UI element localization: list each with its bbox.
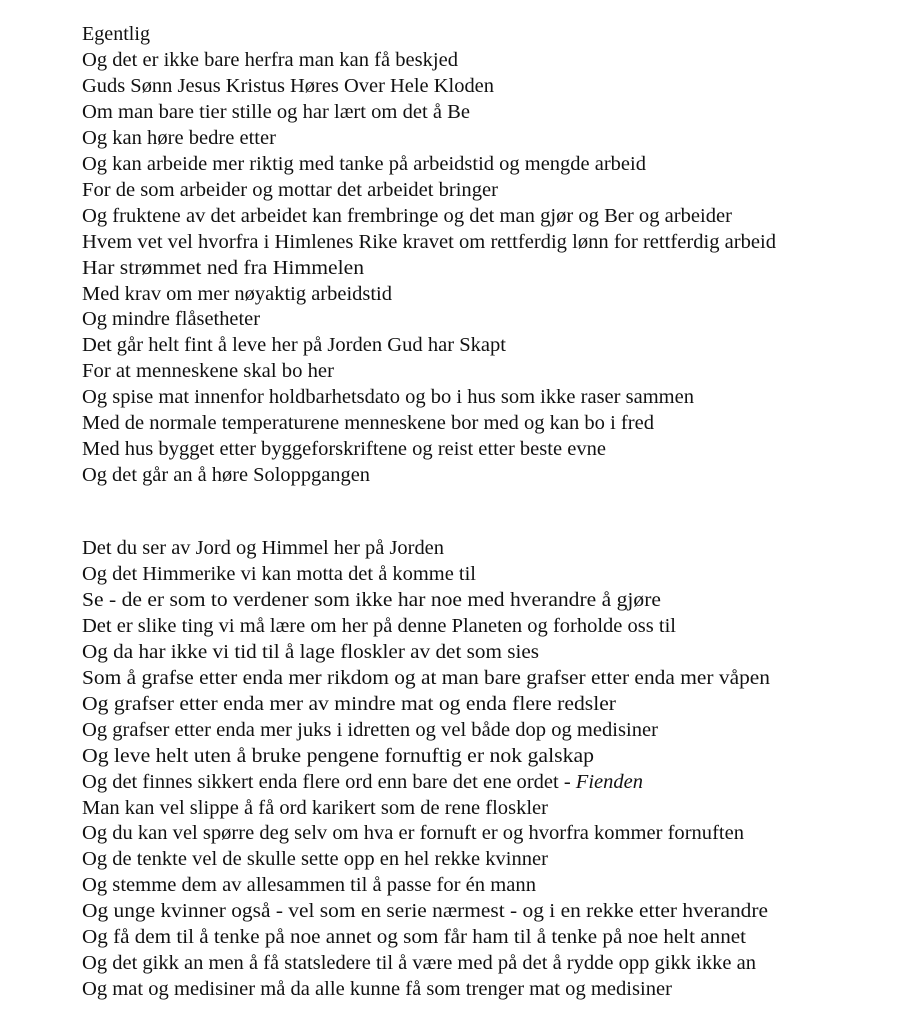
poem-line-text: Og mindre flåsetheter [82, 309, 261, 331]
poem-line [82, 798, 548, 820]
poem-line-text: For de som arbeider og mottar det arbeidet bringer [82, 179, 499, 201]
poem-line-text: Og spise mat innenfor holdbarhetsdato og bo i hus som ikke raser sammen [82, 387, 695, 409]
poem-line-text: Det du ser av Jord og Himmel her på Jorden [82, 538, 445, 559]
poem-line [82, 823, 744, 845]
poem-line [82, 772, 643, 794]
poem-line [82, 24, 150, 46]
poem-line-text: Og det går an å høre Soloppgangen [82, 465, 370, 487]
poem-line-text: Med de normale temperaturene menneskene bor med og kan bo i fred [82, 413, 654, 435]
poem-line-text: For at menneskene skal bo her [82, 361, 334, 383]
poem-line [82, 927, 746, 949]
poem-line-text: Se - de er som to verdener som ikke har noe med hverandre å gjøre [82, 589, 661, 611]
poem-line [82, 76, 494, 98]
poem-line [82, 465, 370, 487]
poem-line-text: Og da har ikke vi tid til å lage floskler av det som sies [82, 641, 540, 663]
poem-line-text: Har strømmet ned fra Himmelen [82, 257, 365, 279]
poem-line [82, 284, 392, 306]
poem-line-text: Og få dem til å tenke på noe annet og som får ham til å tenke på noe helt annet [82, 927, 746, 949]
poem-line [82, 439, 606, 461]
poem-line-text: Som å grafse etter enda mer rikdom og at man bare grafser etter enda mer våpen [82, 667, 771, 689]
poem-line-text: Med krav om mer nøyaktig arbeidstid [82, 283, 392, 305]
poem-line [82, 206, 732, 228]
poem-line [82, 746, 594, 768]
poem-line-text: Og det er ikke bare herfra man kan få beskjed [82, 49, 458, 71]
poem-line [82, 590, 661, 612]
poem-line [82, 335, 506, 357]
poem-line [82, 875, 536, 897]
poem-line-text: Og kan høre bedre etter [82, 127, 276, 149]
poem-line [82, 720, 658, 742]
poem-line-text: Og leve helt uten å bruke pengene fornuftig er nok galskap [82, 745, 594, 767]
poem-line-text: Og de tenkte vel de skulle sette opp en hel rekke kvinner [82, 849, 548, 871]
poem-line [82, 642, 539, 664]
poem-line-text: Og du kan vel spørre deg selv om hva er fornuft er og hvorfra kommer fornuften [82, 823, 745, 845]
poem-line [82, 387, 694, 409]
poem-line-text: Guds Sønn Jesus Kristus Høres Over Hele Kloden [82, 75, 494, 97]
poem-line [82, 102, 470, 124]
poem-line [82, 232, 776, 254]
poem-line-text: Og grafser etter enda mer av mindre mat og enda flere redsler [82, 693, 617, 715]
poem-line-text: Og fruktene av det arbeidet kan frembringe og det man gjør og Ber og arbeider [82, 205, 733, 227]
poem-line [82, 309, 260, 331]
poem-line-text: Og grafser etter enda mer juks i idretten og vel både dop og medisiner [82, 719, 658, 741]
poem-line [82, 564, 476, 586]
poem-line [82, 979, 672, 1001]
poem-line [82, 668, 770, 690]
poem-line-text: Og kan arbeide mer riktig med tanke på arbeidstid og mengde arbeid [82, 153, 646, 175]
poem-line [82, 616, 676, 638]
poem-line [82, 538, 444, 560]
poem-line [82, 50, 458, 72]
poem-line-text: Man kan vel slippe å få ord karikert som de rene floskler [82, 797, 549, 819]
emphasized-word: Fienden [575, 771, 644, 793]
poem-line-text: Det er slike ting vi må lære om her på denne Planeten og forholde oss til [82, 615, 676, 637]
poem-line-text: Det går helt fint å leve her på Jorden Gud har Skapt [82, 335, 507, 357]
poem-line-text: Og mat og medisiner må da alle kunne få som trenger mat og medisiner [82, 979, 672, 1001]
poem-line [82, 694, 616, 716]
poem-line-text: Og det gikk an men å få statsledere til å være med på det å rydde opp gikk ikke an [82, 953, 756, 975]
poem-line [82, 128, 276, 150]
poem-line [82, 901, 768, 923]
poem-line [82, 953, 756, 975]
poem-line [82, 849, 548, 871]
poem-line [82, 154, 646, 176]
poem-line-text: Og unge kvinner også - vel som en serie nærmest - og i en rekke etter hverandre [82, 901, 769, 923]
poem-line-text: Om man bare tier stille og har lært om det å Be [82, 101, 471, 123]
poem-line [82, 180, 498, 202]
poem-line-text: Og det Himmerike vi kan motta det å komme til [82, 563, 476, 585]
poem-line [82, 413, 654, 435]
poem-line-text: Hvem vet vel hvorfra i Himlenes Rike kravet om rettferdig lønn for rettferdig arbeid [82, 231, 777, 253]
poem-line-text: Og stemme dem av allesammen til å passe for én mann [82, 875, 536, 897]
poem-line-text: Med hus bygget etter byggeforskriftene og reist etter beste evne [82, 439, 606, 461]
poem-line-text: Og det finnes sikkert enda flere ord enn bare det ene ordet - [82, 771, 576, 793]
poem-line-text: Egentlig [82, 24, 151, 45]
poem-line [82, 258, 364, 280]
poem-line [82, 361, 334, 383]
